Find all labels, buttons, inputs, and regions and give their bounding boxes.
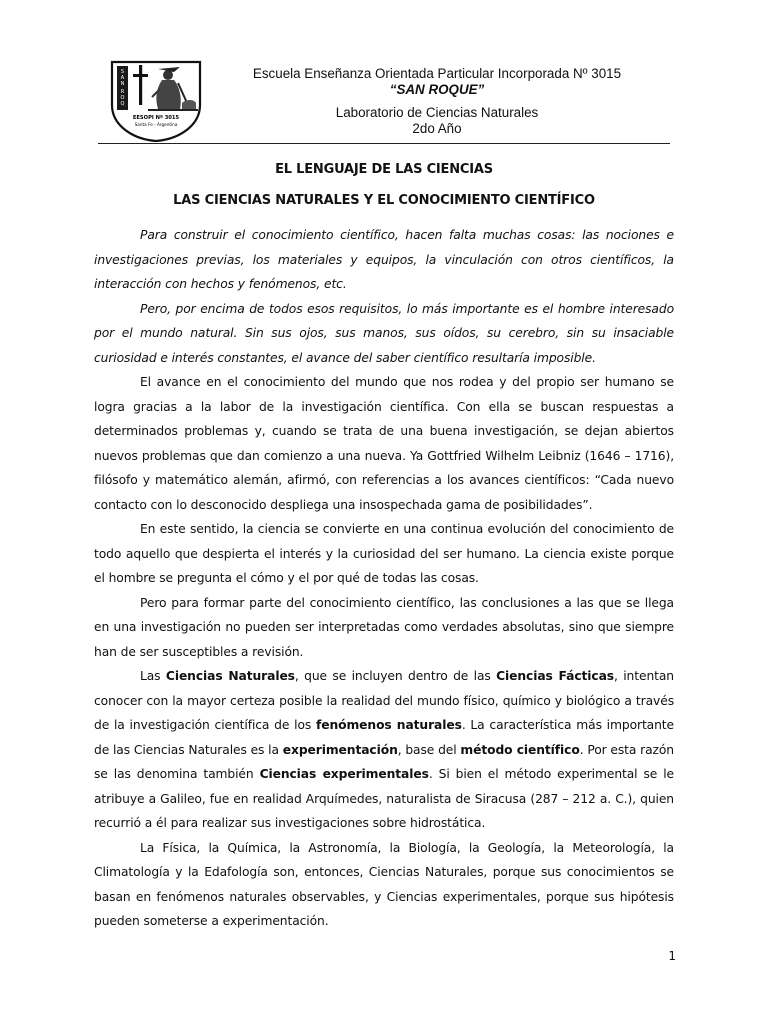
paragraph-text: En este sentido, la ciencia se convierte en una continua evolución del conocimiento de todo aquello que despierta el interés y la curiosidad del ser humano. La ciencia existe porque el hombre se pregunta el cómo y el por qué de todas las cosas.	[94, 522, 674, 585]
paragraph-text: . Por esta razón se las denomina también	[94, 742, 674, 781]
school-heading	[214, 66, 660, 98]
school-logo	[108, 59, 204, 143]
document-title: EL LENGUAJE DE LAS CIENCIAS	[275, 162, 493, 177]
svg-text:O: O	[120, 95, 125, 101]
body-paragraph	[94, 297, 674, 371]
body-paragraph	[94, 370, 674, 517]
document-body	[94, 223, 674, 934]
document-subtitle: LAS CIENCIAS NATURALES Y EL CONOCIMIENTO CIENTÍFICO	[173, 193, 595, 208]
svg-text:R: R	[120, 89, 125, 95]
paragraph-text: , intentan conocer con la mayor certeza posible la realidad del mundo físico, químico y biológico a través de la investigación científica de los	[94, 669, 674, 732]
body-paragraph	[94, 223, 674, 297]
school-nickname: “SAN ROQUE”	[389, 82, 485, 97]
svg-text:N: N	[120, 81, 125, 87]
body-paragraph	[94, 591, 674, 665]
school-name: Escuela Enseñanza Orientada Particular Incorporada Nº 3015	[252, 66, 622, 81]
lab-name: Laboratorio de Ciencias Naturales	[335, 105, 539, 120]
bold-term: Ciencias experimentales	[259, 767, 429, 781]
paragraph-text: . Si bien el método experimental se le atribuye a Galileo, fue en realidad Arquímedes, naturalista de Siracusa (287 – 212 a. C.), quien recurrió a él para realizar sus investigaciones sobre hidrostática.	[94, 767, 674, 830]
bold-term: experimentación	[282, 742, 398, 757]
paragraph-text: La Física, la Química, la Astronomía, la Biología, la Geología, la Meteorología, la Climatología y la Edafología son, entonces, Ciencias Naturales, porque sus conocimientos se basan en fenómenos naturales observables, y Ciencias experimentales, porque sus hipótesis pueden someterse a experimentación.	[94, 840, 674, 928]
page-number: 1	[668, 949, 676, 963]
svg-text:EESOPI Nº 3015: EESOPI Nº 3015	[132, 115, 180, 121]
paragraph-text: , que se incluyen dentro de las	[294, 669, 497, 683]
body-paragraph	[94, 664, 674, 836]
paragraph-text: Pero, por encima de todos esos requisitos, lo más importante es el hombre interesado por el mundo natural. Sin sus ojos, sus manos, sus oídos, su cerebro, sin su insaciable curiosidad e interés constantes, el avance del saber científico resultaría imposible.	[94, 301, 674, 365]
svg-text:S: S	[120, 69, 125, 75]
bold-term: Ciencias Fácticas	[496, 669, 615, 683]
paragraph-text: Las	[140, 669, 166, 683]
svg-text:A: A	[120, 75, 125, 81]
header-divider	[98, 143, 670, 144]
svg-text:Q: Q	[120, 101, 125, 107]
bold-term: método científico	[460, 742, 580, 757]
paragraph-text: Pero para formar parte del conocimiento científico, las conclusiones a las que se llega en una investigación no pueden ser interpretadas como verdades absolutas, sino que siempre han de ser susceptibles a revisión.	[94, 595, 674, 659]
grade-label: 2do Año	[412, 121, 462, 136]
paragraph-text: El avance en el conocimiento del mundo que nos rodea y del propio ser humano se logra gracias a la labor de la investigación científica. Con ella se buscan respuestas a determinados problemas y, cuando se trata de una buena investigación, se dejan abiertos nuevos problemas que dan comienzo a una nueva. Ya Gottfried Wilhelm Leibniz (1646 – 1716), filósofo y matemático alemán, afirmó, con referencias a los avances científicos: “Cada nuevo contacto con lo desconocido despliega una insospechada gama de posibilidades”.	[94, 375, 674, 512]
paragraph-text: Para construir el conocimiento científico, hacen falta muchas cosas: las nociones e investigaciones previas, los materiales y equipos, la vinculación con otros científicos, la interacción con hechos y fenómenos, etc.	[94, 228, 674, 291]
bold-term: Ciencias Naturales	[165, 669, 295, 683]
body-paragraph	[94, 517, 674, 591]
school-crest-icon	[108, 59, 204, 143]
body-paragraph	[94, 836, 674, 934]
svg-text:Santa Fe - Argentina: Santa Fe - Argentina	[134, 122, 178, 127]
paragraph-text: . La característica más importante de las Ciencias Naturales es la	[94, 718, 674, 757]
lab-heading	[214, 105, 660, 137]
paragraph-text: , base del	[397, 742, 461, 757]
bold-term: fenómenos naturales	[315, 718, 462, 732]
